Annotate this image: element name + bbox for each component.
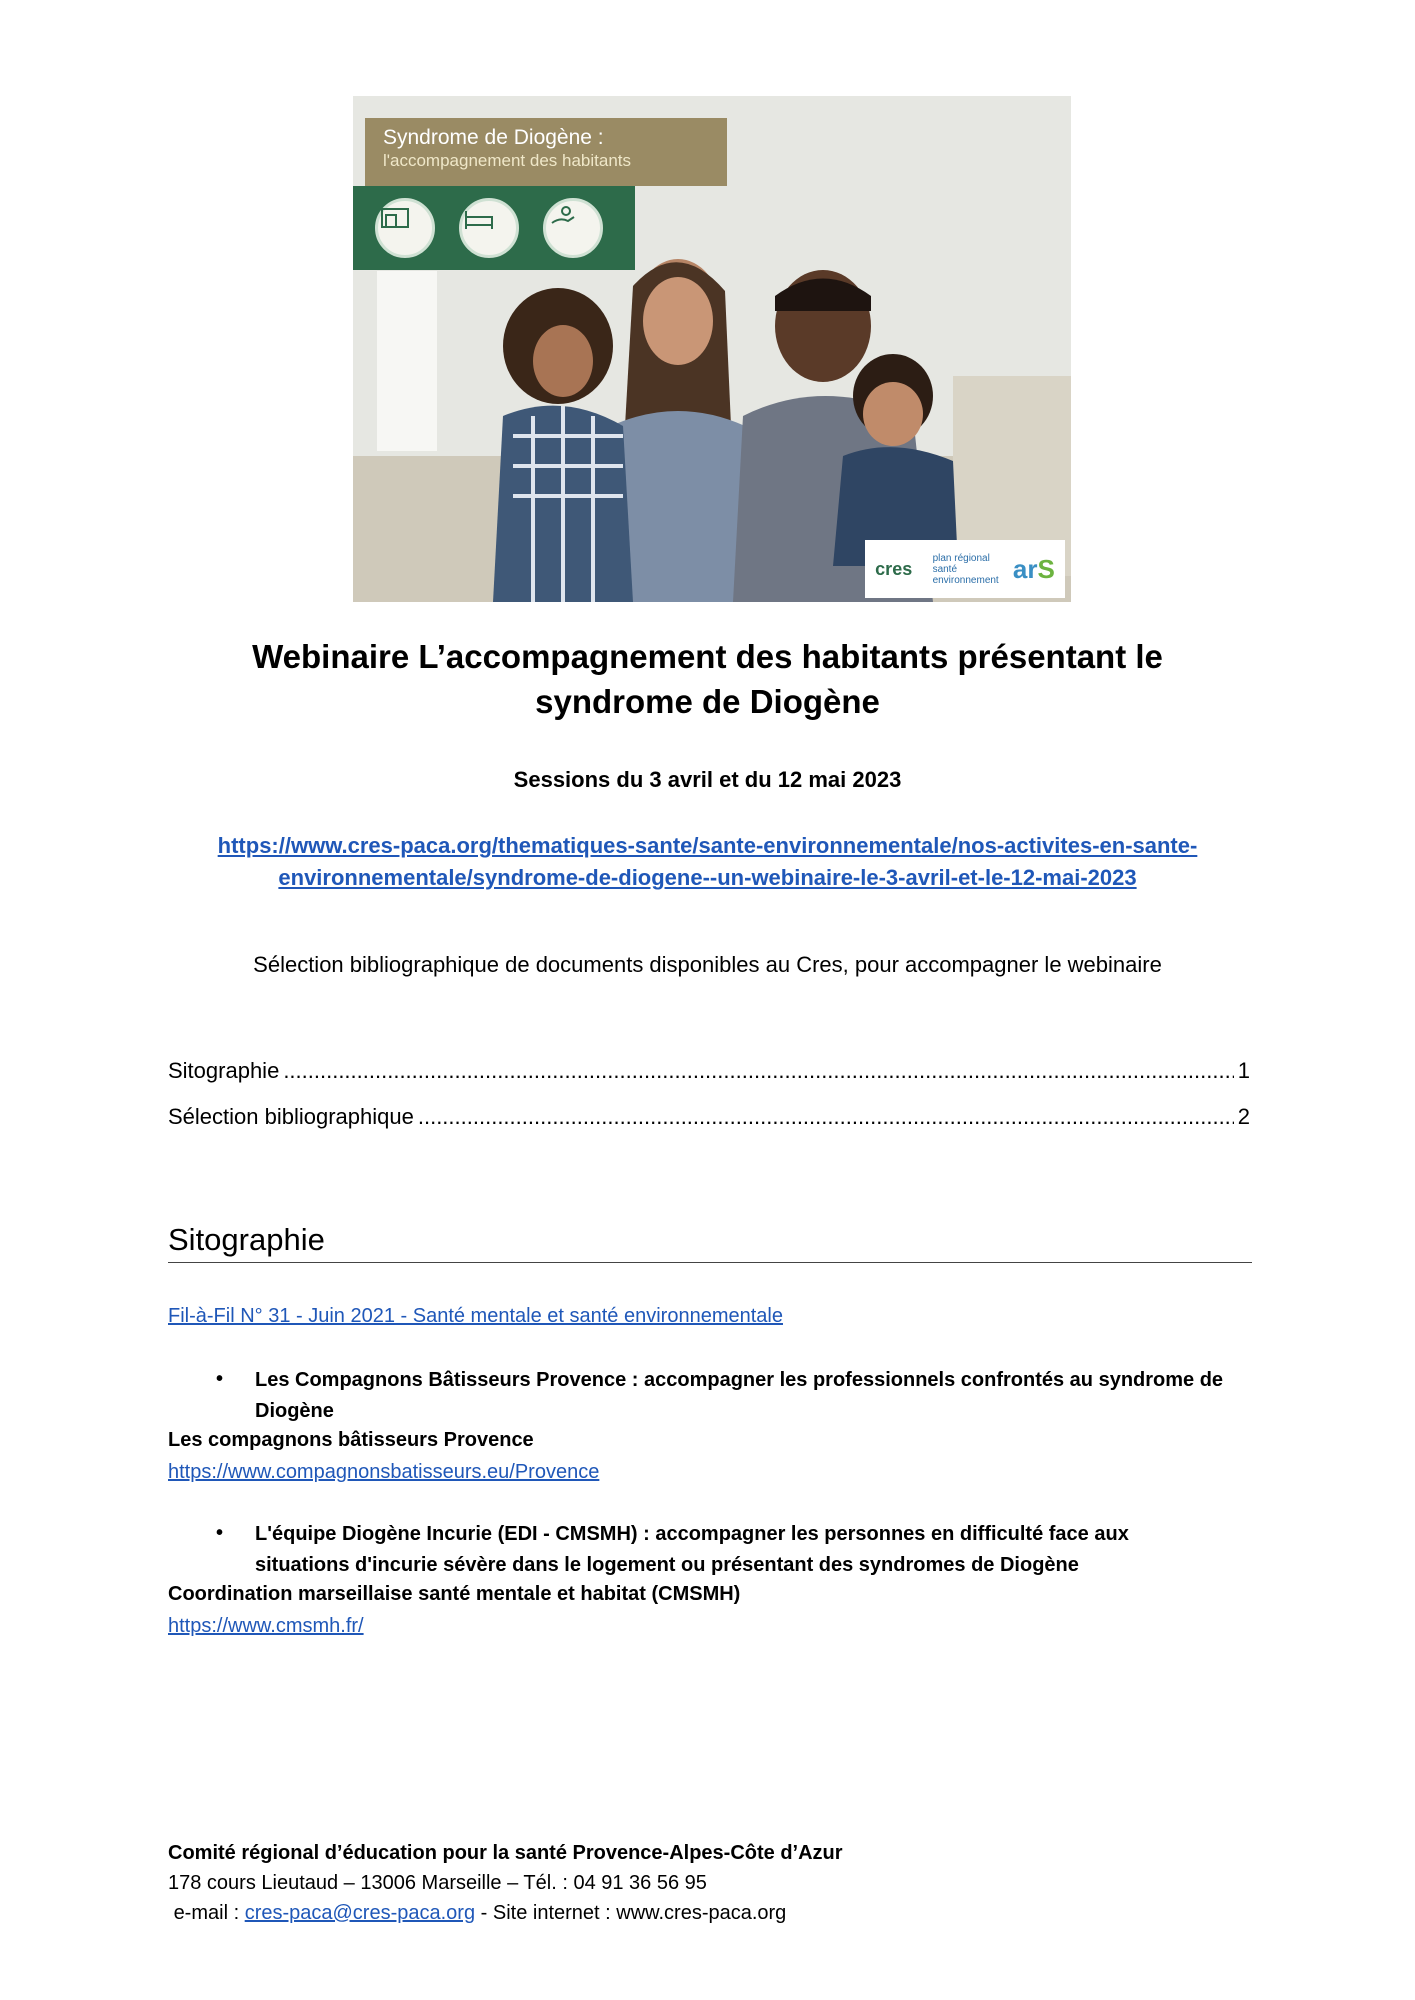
entry-organization: Coordination marseillaise santé mentale et habitat (CMSMH) xyxy=(168,1583,741,1605)
entry-title-line1: L'équipe Diogène Incurie (EDI - CMSMH) : accompagner les personnes en difficulté face aux xyxy=(255,1523,1129,1545)
fil-a-fil-link[interactable]: Fil-à-Fil N° 31 - Juin 2021 - Santé mentale et santé environnementale xyxy=(168,1305,783,1327)
entry-url[interactable]: https://www.compagnonsbatisseurs.eu/Provence xyxy=(168,1461,600,1483)
toc-entry-selection[interactable] xyxy=(168,1104,1250,1130)
banner-title xyxy=(365,118,727,186)
footer xyxy=(168,1838,843,1928)
footer-address: 178 cours Lieutaud – 13006 Marseille – Tél. : 04 91 36 56 95 xyxy=(168,1872,707,1894)
footer-contact xyxy=(168,1898,843,1928)
bedroom-icon xyxy=(459,198,519,258)
webinar-link-line1[interactable]: https://www.cres-paca.org/thematiques-sante/sante-environnementale/nos-activites-en-sante- xyxy=(217,833,1198,858)
toc-entry-sitographie[interactable] xyxy=(168,1058,1250,1084)
partner-logos xyxy=(865,540,1065,598)
banner-title-line1: Syndrome de Diogène : xyxy=(383,126,604,149)
sessions-subtitle: Sessions du 3 avril et du 12 mai 2023 xyxy=(513,767,902,792)
page-title xyxy=(200,634,1215,724)
banner-image xyxy=(353,96,1071,602)
toc-leader xyxy=(283,1058,1233,1084)
ars-logo: arS xyxy=(1012,553,1055,584)
toc-label: Sitographie xyxy=(168,1058,280,1083)
entry-title xyxy=(255,1365,1255,1427)
page-title-line2: syndrome de Diogène xyxy=(535,683,880,720)
entry-url[interactable]: https://www.cmsmh.fr/ xyxy=(168,1615,364,1637)
plan-logo: plan régional santé environnement xyxy=(932,552,999,586)
footer-organization: Comité régional d’éducation pour la santé Provence-Alpes-Côte d’Azur xyxy=(168,1842,843,1864)
section-heading-sitographie: Sitographie xyxy=(168,1222,1252,1263)
intro-text: Sélection bibliographique de documents disponibles au Cres, pour accompagner le webinaire xyxy=(253,952,1162,977)
entry-title xyxy=(255,1519,1255,1581)
banner-title-line2: l'accompagnement des habitants xyxy=(383,151,632,170)
webinar-link[interactable] xyxy=(150,830,1265,894)
hand-icon xyxy=(543,198,603,258)
footer-email-label: e-mail : xyxy=(173,1902,245,1924)
entry-title-line2: situations d'incurie sévère dans le logement ou présentant des syndromes de Diogène xyxy=(255,1554,1079,1576)
toc-page: 1 xyxy=(1237,1058,1250,1083)
entry-title-line2: Diogène xyxy=(255,1400,334,1422)
page-title-line1: Webinaire L’accompagnement des habitants présentant le xyxy=(252,638,1163,675)
toc-leader xyxy=(418,1104,1234,1130)
entry-organization: Les compagnons bâtisseurs Provence xyxy=(168,1429,534,1451)
entry-title-line1: Les Compagnons Bâtisseurs Provence : accompagner les professionnels confrontés au syndrome de xyxy=(255,1369,1224,1391)
room-icon xyxy=(375,198,435,258)
footer-site: - Site internet : www.cres-paca.org xyxy=(475,1902,787,1924)
footer-email-link[interactable]: cres-paca@cres-paca.org xyxy=(244,1902,476,1924)
bullet-symbol: • xyxy=(216,1522,224,1544)
bullet-symbol: • xyxy=(216,1368,224,1390)
cres-logo: cres xyxy=(875,558,913,579)
toc-label: Sélection bibliographique xyxy=(168,1104,414,1129)
webinar-link-line2[interactable]: environnementale/syndrome-de-diogene--un-webinaire-le-3-avril-et-le-12-mai-2023 xyxy=(278,865,1137,890)
toc-page: 2 xyxy=(1237,1104,1250,1129)
